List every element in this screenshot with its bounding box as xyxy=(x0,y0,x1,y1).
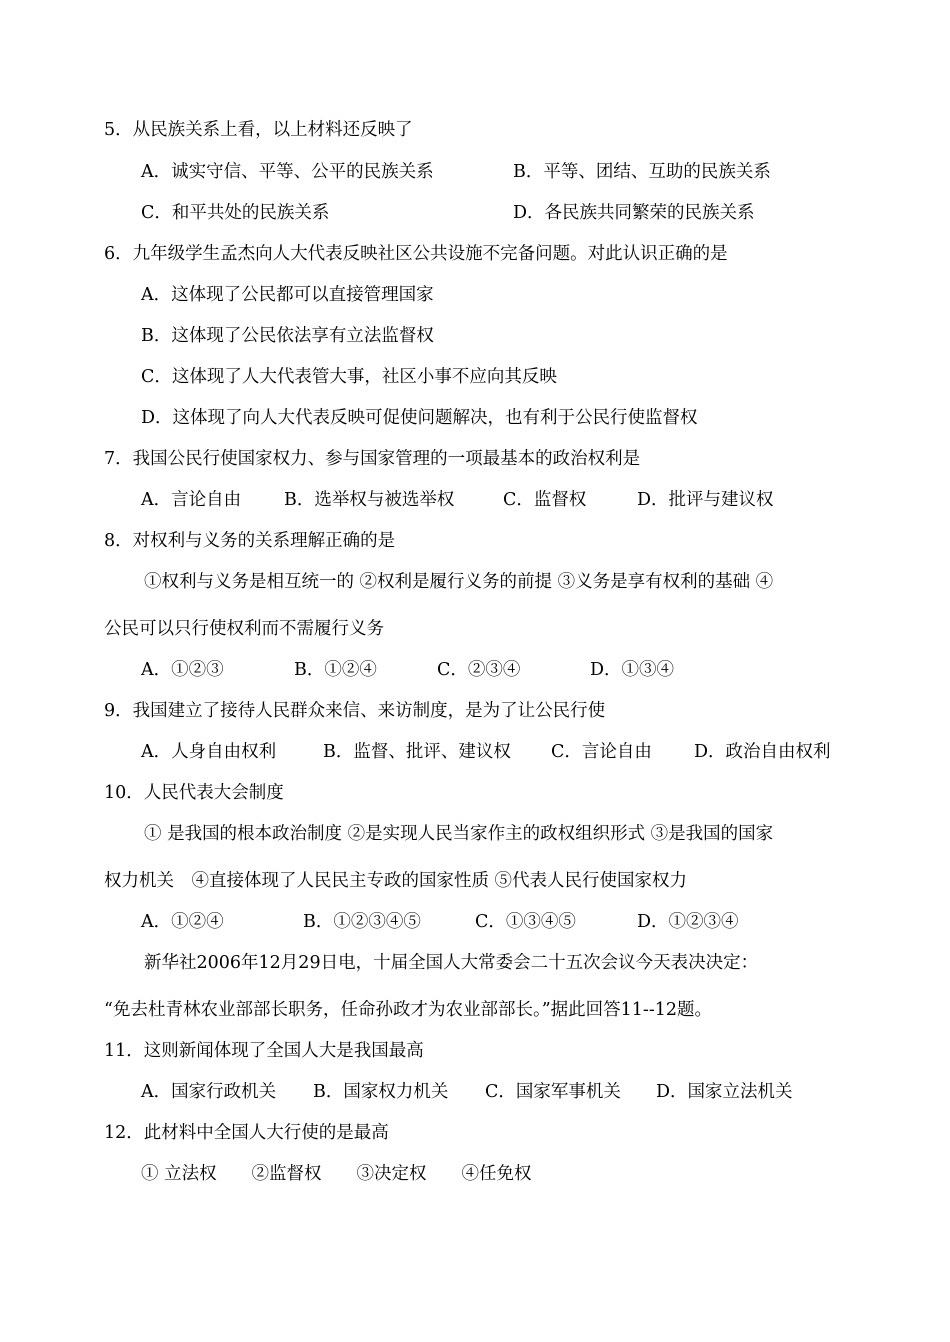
question-8-option-b: B．①②④ xyxy=(294,660,377,680)
question-10-items-line1: ① 是我国的根本政治制度 ②是实现人民当家作主的政权组织形式 ③是我国的国家 xyxy=(144,824,774,844)
question-10-option-b: B．①②③④⑤ xyxy=(303,912,421,932)
question-7-option-a: A．言论自由 xyxy=(141,490,242,510)
question-11-option-d: D．国家立法机关 xyxy=(656,1082,793,1102)
material-line1: 新华社2006年12月29日电，十届全国人大常委会二十五次会议今天表决决定： xyxy=(144,953,759,973)
question-10-option-a: A．①②④ xyxy=(141,912,224,932)
question-6-option-d: D．这体现了向人大代表反映可促使问题解决，也有利于公民行使监督权 xyxy=(141,408,698,428)
question-7-option-b: B．选举权与被选举权 xyxy=(284,490,455,510)
question-11-option-a: A．国家行政机关 xyxy=(141,1082,277,1102)
question-12-items: ① 立法权 ②监督权 ③决定权 ④任免权 xyxy=(141,1164,532,1184)
question-5-option-c: C．和平共处的民族关系 xyxy=(141,203,330,223)
question-6-option-c: C．这体现了人大代表管大事，社区小事不应向其反映 xyxy=(141,367,557,387)
question-11-option-b: B．国家权力机关 xyxy=(313,1082,449,1102)
question-6-option-a: A．这体现了公民都可以直接管理国家 xyxy=(141,285,434,305)
question-5-option-a: A．诚实守信、平等、公平的民族关系 xyxy=(141,162,434,182)
question-12-stem: 12．此材料中全国人大行使的是最高 xyxy=(104,1123,389,1143)
question-10-stem: 10．人民代表大会制度 xyxy=(104,783,284,803)
material-line2: “免去杜青林农业部部长职务，任命孙政才为农业部部长。”据此回答11--12题。 xyxy=(104,1000,713,1020)
question-6-option-b: B．这体现了公民依法享有立法监督权 xyxy=(141,326,434,346)
question-7-option-d: D．批评与建议权 xyxy=(637,490,774,510)
question-8-option-d: D．①③④ xyxy=(590,660,675,680)
question-9-option-d: D．政治自由权利 xyxy=(694,742,831,762)
question-9-option-a: A．人身自由权利 xyxy=(141,742,277,762)
question-11-stem: 11．这则新闻体现了全国人大是我国最高 xyxy=(104,1041,424,1061)
question-9-option-c: C．言论自由 xyxy=(551,742,652,762)
question-5-option-d: D．各民族共同繁荣的民族关系 xyxy=(513,203,755,223)
question-9-stem: 9．我国建立了接待人民群众来信、来访制度，是为了让公民行使 xyxy=(104,701,606,721)
question-8-items-line1: ①权利与义务是相互统一的 ②权利是履行义务的前提 ③义务是享有权利的基础 ④ xyxy=(144,572,774,592)
question-8-stem: 8．对权利与义务的关系理解正确的是 xyxy=(104,531,396,551)
question-10-option-c: C．①③④⑤ xyxy=(475,912,576,932)
question-5-option-b: B．平等、团结、互助的民族关系 xyxy=(513,162,771,182)
question-8-option-c: C．②③④ xyxy=(437,660,521,680)
question-7-stem: 7．我国公民行使国家权力、参与国家管理的一项最基本的政治权利是 xyxy=(104,449,641,469)
question-10-items-line2: 权力机关 ④直接体现了人民民主专政的国家性质 ⑤代表人民行使国家权力 xyxy=(104,871,688,891)
question-5-stem: 5．从民族关系上看，以上材料还反映了 xyxy=(104,120,413,140)
question-8-items-line2: 公民可以只行使权利而不需履行义务 xyxy=(104,619,384,639)
question-10-option-d: D．①②③④ xyxy=(637,912,739,932)
question-8-option-a: A．①②③ xyxy=(141,660,224,680)
question-6-stem: 6．九年级学生孟杰向人大代表反映社区公共设施不完备问题。对此认识正确的是 xyxy=(104,244,728,264)
question-11-option-c: C．国家军事机关 xyxy=(485,1082,621,1102)
question-7-option-c: C．监督权 xyxy=(503,490,587,510)
question-9-option-b: B．监督、批评、建议权 xyxy=(323,742,511,762)
